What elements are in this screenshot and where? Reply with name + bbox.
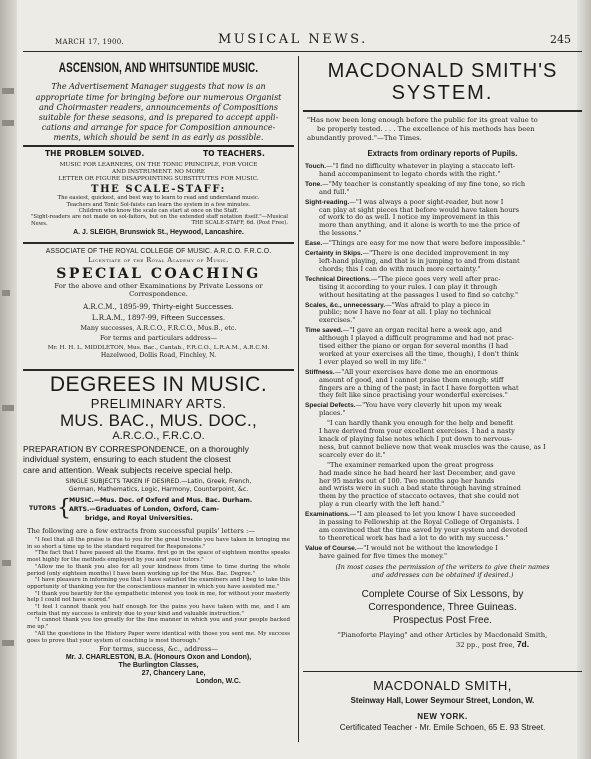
letter-extract: "I feel that all the praise is due to you for the great trouble you have taken in bringing me in so short a time up to the standard required for Responsions." [27, 537, 290, 550]
staff-line: AND INSTRUMENT. NO MORE [111, 168, 206, 175]
defects-paragraph [305, 420, 580, 460]
report-line: and full." [319, 187, 350, 196]
brace-icon: { [57, 496, 71, 522]
degrees-terms: For terms, success, &c., address— [98, 645, 219, 654]
macdonald-name: MACDONALD SMITH, [373, 678, 512, 693]
coaching-sub: Correspondence. [129, 289, 188, 298]
header-rule [23, 51, 582, 52]
report-entry [305, 199, 580, 239]
course-ad [303, 588, 582, 650]
report-line: tised either the piano or organ for several months (I had [319, 342, 509, 351]
success-line: Many successes, A.R.C.O., F.R.C.O., Mus.B., etc. [80, 323, 237, 332]
report-text: —"I would not be without the knowledge I [356, 543, 498, 552]
report-line: worked at your exercises all the time, though), I don't think [319, 349, 519, 358]
ascension-title: ASCENSION, AND WHITSUNTIDE MUSIC. [58, 60, 259, 75]
report-line: had made since he had heard her last December, and gave [319, 468, 516, 477]
articles-price: 7d. [516, 638, 530, 649]
report-text: —"Things are easy for me now that were before impossible." [322, 239, 526, 248]
report-line: "The examiner remarked upon the great progress [327, 460, 494, 469]
pupil-reports [305, 162, 580, 579]
report-text: —"All your exercises have done me an enormous [334, 367, 498, 376]
articles-pages: 32 pp., post free, [455, 640, 517, 649]
letter-extract: "Allow me to thank you also for all your kindness from time to time during the whole period (only eighteen months) I have been working up for the Mus. Bac. Degree." [27, 563, 290, 577]
quote-line: abundantly proved."—The Times. [307, 134, 422, 142]
report-entry [305, 276, 580, 300]
report-label: Value of Course. [305, 544, 357, 552]
column-divider [298, 56, 299, 742]
report-line: I ever played so well in my life." [319, 357, 427, 366]
tutor-line: ARTS.—Graduates of London, Oxford, Cam- [69, 506, 219, 514]
articles-line: "Pianoforte Playing" and other Articles by Macdonald Smith, [337, 631, 548, 639]
report-entry [305, 402, 580, 418]
report-label: Certainty in Skips. [305, 250, 363, 258]
degrees-address: 27, Chancery Lane, [141, 670, 206, 678]
report-text: —"I find no difficulty whatever in playing a staccato left- [326, 162, 516, 170]
report-text: —"I am pleased to let you know I have succeeded [349, 510, 516, 519]
tutor-line: MUSIC.—Mus. Doc. of Oxford and Mus. Bac. Durham. [69, 497, 253, 505]
letter-extract: "I cannot thank you too greatly for the fine manner in which you and your people backed me up." [27, 617, 290, 631]
degrees-address: The Burlington Classes, [118, 662, 199, 670]
success-label: A.R.C.M., 1895-99, [83, 302, 153, 311]
ascension-line: and Choirmaster readers, announcements of Compositions [38, 102, 279, 112]
letters-intro: The following are a few extracts from successful pupils' letters :— [27, 527, 256, 536]
report-line: public; now I have no fear at all. I play no technical [319, 308, 492, 317]
course-line: Prospectus Post Free. [393, 615, 492, 626]
arco-line: A.R.C.O., F.R.C.O. [112, 430, 205, 442]
ascension-line: The Advertisement Manager suggests that now is an [51, 82, 266, 92]
prep-line: PREPARATION BY CORRESPONDENCE, on a thoroughly [23, 444, 249, 454]
report-label: Ease. [305, 240, 323, 248]
report-line: "I can hardly thank you enough for the help and benefit [327, 419, 514, 428]
macdonald-title: MACDONALD SMITH'S [327, 60, 558, 82]
report-entry [305, 327, 580, 367]
extracts-heading: Extracts from ordinary reports of Pupils. [367, 149, 518, 158]
report-line [305, 402, 580, 410]
report-entry [305, 545, 580, 561]
ascension-ad [23, 60, 294, 144]
section-rule [303, 110, 582, 112]
report-line: in passing to Fellowship at the Royal College of Organists. I [319, 518, 520, 527]
success-count: Fifteen Successes. [160, 313, 226, 322]
report-line: can play at sight pieces that before would have taken hours [319, 205, 520, 214]
report-line: without hesitating at the passages I used to find so catchy." [319, 290, 519, 299]
ascension-line: cations and arrange for space for Composition announce- [41, 123, 276, 133]
report-entry [305, 240, 580, 248]
report-label: Touch. [305, 163, 327, 170]
report-entry [305, 302, 580, 326]
report-label: Special Defects. [305, 402, 356, 410]
staff-price: THE SCALE-STAFF, 6d. (Post Free). [191, 220, 288, 227]
special-coaching-title: SPECIAL COACHING [56, 265, 261, 282]
section-rule [23, 145, 294, 147]
section-rule [23, 242, 294, 244]
report-line: scarcely ever do it." [319, 450, 386, 459]
report-line: more than anything, and it alone is worth to me the price of [319, 221, 520, 230]
report-label: Examinations. [305, 511, 350, 519]
letter-extract: "The fact that I have passed all the Exams. first go in the space of eighteen months speaks most highly for the methods employed by you and your tutors." [27, 550, 290, 564]
report-line: amount of good, and I cannot praise them enough; stiff [319, 375, 504, 384]
problem-solved-heading: THE PROBLEM SOLVED. [45, 149, 145, 158]
report-label: Technical Directions. [305, 275, 371, 283]
section-rule [303, 671, 582, 672]
subjects-line: SINGLE SUBJECTS TAKEN IF DESIRED.—Latin, Greek, French, [65, 478, 252, 486]
report-line: left-hand playing, and that is in jumping to and from distant [319, 256, 520, 265]
report-line: to theoretical work has had a lot to do with my success." [319, 533, 509, 542]
address-block [303, 679, 582, 733]
report-line: places." [319, 409, 346, 418]
quote-line: be properly tested. . . . The excellence of his methods has been [317, 125, 535, 133]
ascension-line: appropriate time for bringing before our numerous Organist [35, 92, 282, 102]
staff-desc: The easiest, quickest, and best way to learn to read and understand music. [57, 195, 260, 202]
issue-date: MARCH 17, 1900. [55, 38, 125, 46]
prep-line: individual system, ensuring to each student the closest [23, 454, 231, 465]
letter-extract: "All the questions in the History Paper were identical with those you sent me. My success goes to prove that your system of coaching is most thorough." [27, 630, 290, 644]
report-text: —"Was afraid to play a piece in [385, 300, 490, 309]
lram-line: Licentiate of the Royal Academy of Music. [88, 255, 229, 264]
report-label: Stiffness. [305, 368, 335, 376]
report-entry [305, 369, 580, 401]
course-line: Complete Course of Six Lessons, by [361, 589, 524, 600]
scale-staff-ad [23, 150, 294, 237]
course-line: Correspondence, Three Guineas. [368, 602, 517, 613]
success-label: L.R.A.M., 1897-99, [91, 313, 161, 322]
masthead-title: MUSICAL NEWS. [218, 32, 368, 47]
report-line: the lessons." [319, 229, 362, 238]
report-line: fingers are a thing of the past; in fact I have forgotten what [319, 383, 519, 392]
tutors-label: TUTORS [29, 505, 57, 513]
coaching-ad [23, 247, 294, 359]
report-line: hand accompaniment to legato chords with the right." [319, 169, 501, 178]
steinway-address: Steinway Hall, Lower Seymour Street, London, W. [350, 695, 535, 705]
letter-extract: "I thank you heartily for the sympathetic interest you took in me, for without your masterly help I could not have scored." [27, 590, 290, 604]
report-entry [305, 511, 580, 543]
letter-extract: "I have pleasure in informing you that I have satisfied the examiners and I beg to take this opportunity of thanking you for the conscientious manner in which you have assisted me." [27, 577, 290, 590]
times-quote [307, 116, 579, 143]
report-line: although I played a difficult programme and had not prac- [319, 334, 514, 343]
letters-list [23, 537, 294, 644]
report-text: —"My teacher is constantly speaking of my fine tone, so rich [322, 179, 526, 188]
degrees-ad [23, 374, 294, 686]
report-text: —"I gave an organ recital here a week ago, and [342, 326, 502, 335]
to-teachers-heading: TO TEACHERS. [203, 149, 265, 158]
report-text: —"There is one decided improvement in my [362, 249, 509, 258]
scale-staff-title: THE SCALE-STAFF: [91, 183, 226, 195]
page-number: 245 [550, 33, 571, 46]
system-title: SYSTEM. [391, 82, 494, 104]
report-line: them by the practice of staccato octaves, that she could not [319, 492, 519, 501]
ascension-line: suitable for these seasons, and is prepared to accept appli- [38, 113, 279, 123]
report-line: play a run clearly with the left hand." [319, 500, 445, 509]
report-line: tising it according to your rules. I can play it through [319, 282, 498, 291]
report-line: am convinced that the time saved by your system and devoted [319, 525, 528, 534]
report-line: of work to do as well. I notice my improvement in this [319, 213, 500, 222]
staff-desc: Children who know the scale can start at once on the Staff. [78, 208, 239, 215]
report-label: Sight-reading. [305, 198, 350, 206]
certified-teacher: Certificated Teacher - Mr. Emile Schoen, 65 E. 93 Street. [339, 723, 546, 733]
degrees-title: DEGREES IN MUSIC. [49, 373, 268, 396]
report-text: —"The piece goes very well after prac- [370, 274, 501, 283]
report-line [305, 240, 580, 248]
staff-line: MUSIC FOR LEARNERS, ON THE TONIC PRINCIPLE, FOR VOICE [59, 162, 258, 168]
mus-bac-line: MUS. BAC., MUS. DOC., [59, 411, 258, 430]
prep-line: care and attention. Weak subjects receive special help. [23, 464, 233, 475]
quote-line: "Has now been long enough before the public for its great value to [307, 116, 538, 124]
ascension-line: ments, which should be sent in as early as possible. [53, 133, 264, 143]
report-line: I have derived from your excellent exercises. I had a nasty [319, 427, 515, 436]
report-text: —"I was always a poor sight-reader, but now I [349, 197, 504, 206]
defects-paragraph [305, 462, 580, 509]
subjects-line: German, Mathematics, Logic, Harmony, Counterpoint, &c. [68, 486, 249, 494]
degrees-address: London, W.C. [196, 678, 241, 686]
section-rule [23, 369, 294, 371]
arcm-line: ASSOCIATE OF THE ROYAL COLLEGE OF MUSIC. A.R.C.O. F.R.C.O. [45, 246, 272, 255]
permission-line: (In most cases the permission of the writers to give their names [335, 562, 550, 571]
tutor-line: bridge, and Royal Universities. [85, 515, 193, 523]
report-text: —"You have very cleverly hit upon my weak [355, 401, 502, 410]
report-line: have gained for five times the money." [319, 551, 448, 560]
report-label: Time saved. [305, 327, 343, 335]
staff-desc: Teachers and Tonic Sol-faists can learn the system in a few minutes. [66, 201, 251, 208]
report-line: ness, but cannot believe now that weak muscles was the cause, as I [319, 442, 546, 451]
staff-address: A. J. SLEIGH, Brunswick St., Heywood, Lancashire. [73, 229, 244, 237]
tutors-block [23, 496, 294, 527]
coaching-address: Mr. H. H. L. MIDDLETON, Mus. Bac., Cantab., F.R.C.O., L.R.A.M., A.R.C.M. [47, 344, 270, 351]
report-line: and wrists were in such a bad state through having strained [319, 484, 521, 493]
new-york-heading: NEW YORK. [417, 711, 468, 721]
staff-line: LETTER OR FIGURE DISAPPOINTING SUBSTITUTES FOR MUSIC. [58, 175, 259, 182]
report-line: exercises." [319, 316, 356, 325]
permission-line: and addresses can be obtained if desired.) [371, 570, 514, 579]
coaching-terms: For terms and particulars address— [99, 334, 218, 343]
report-entry [305, 163, 580, 179]
staff-quote: "Sight-readers are not made on sol-faitors, but on the extended staff notation itself."—Musical News. [31, 214, 288, 227]
letter-extract: "I feel I cannot thank you half enough for the pains you have taken with me, and I am certain that my success is entirely due to your kind and valuable instruction." [27, 604, 290, 617]
report-line: her 95 marks out of 100. Two months ago her hands [319, 476, 495, 485]
report-entry [305, 250, 580, 274]
permission-note [305, 564, 580, 580]
report-line: knack of playing false notes which I put down to nervous- [319, 435, 512, 443]
success-count: Thirty-eight Successes. [152, 302, 234, 311]
report-entry [305, 181, 580, 197]
coaching-sub: For the above and other Examinations by Private Lessons or [54, 282, 263, 291]
degrees-address: Mr. J. CHARLESTON, B.A. (Honours Oxon and London), [65, 654, 252, 662]
coaching-address: Hazelwood, Dollis Road, Finchley, N. [100, 352, 217, 360]
report-label: Tone. [305, 180, 323, 188]
report-line: they felt like since practising your wonderful exercises." [319, 391, 508, 400]
preliminary-arts: PRELIMINARY ARTS. [90, 396, 227, 411]
report-label: Scales, &c., unnecessary. [305, 301, 386, 309]
left-page-edge [0, 0, 17, 759]
report-line: chords; this I can do with much more certainty." [319, 264, 481, 273]
